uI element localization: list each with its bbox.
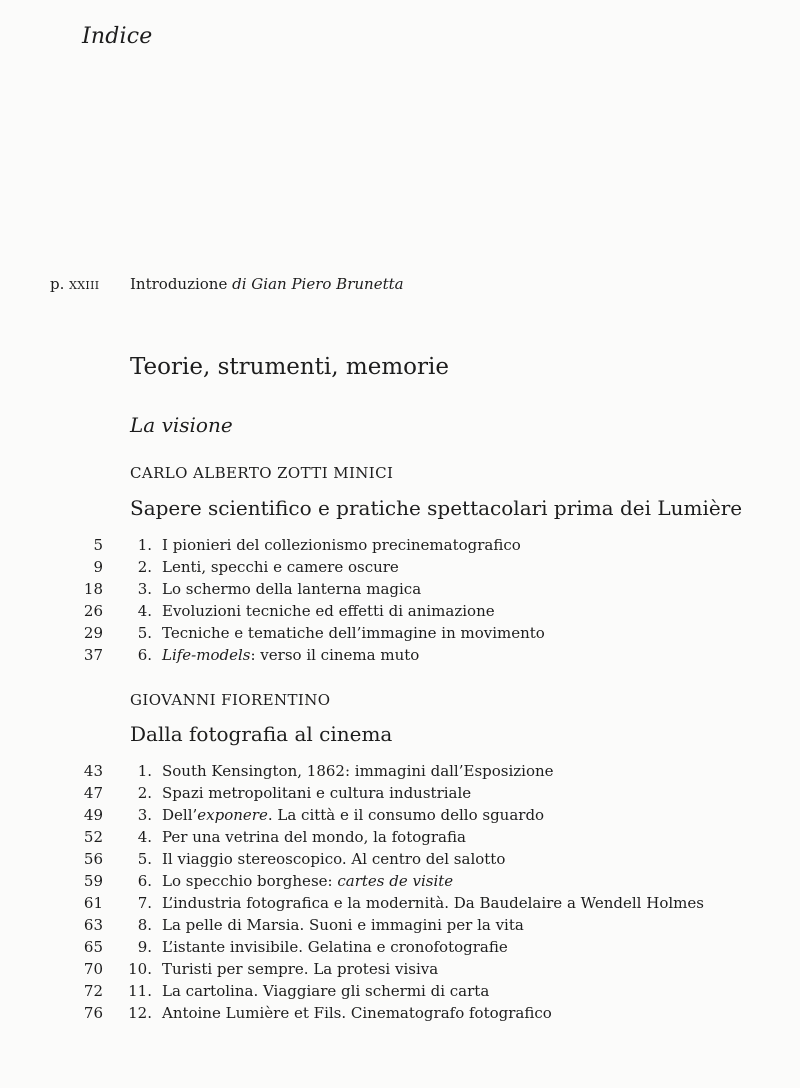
toc-chapter-label: Lenti, specchi e camere oscure [162, 558, 399, 576]
toc-row [0, 958, 800, 980]
toc-row [0, 804, 800, 826]
intro-label-author: di Gian Piero Brunetta [232, 275, 404, 293]
toc-row [0, 1002, 800, 1024]
intro-label-main: Introduzione [130, 275, 233, 293]
essay-author: CARLO ALBERTO ZOTTI MINICI [130, 464, 394, 482]
toc-chapter-label: La pelle di Marsia. Suoni e immagini per la vita [162, 916, 524, 934]
toc-chapter-number: 9. [137, 938, 152, 956]
toc-chapter-number: 6. [137, 646, 152, 664]
toc-chapter-number: 11. [128, 982, 152, 1000]
toc-row [0, 578, 800, 600]
toc-page-number: 37 [83, 646, 103, 664]
toc-label-italic: exponere [197, 806, 268, 824]
toc-page-number: 49 [83, 806, 103, 824]
toc-chapter-label: Lo schermo della lanterna magica [162, 580, 422, 598]
toc-label-italic: cartes de visite [337, 872, 454, 890]
toc-row [0, 914, 800, 936]
toc-row [0, 782, 800, 804]
toc-page-number: 52 [83, 828, 103, 846]
toc-row [0, 892, 800, 914]
toc-page-number: 59 [83, 872, 103, 890]
toc-row [0, 848, 800, 870]
section-title: La visione [130, 413, 233, 437]
toc-page-number: 47 [83, 784, 103, 802]
toc-chapter-number: 7. [137, 894, 152, 912]
toc-chapter-number: 4. [137, 828, 152, 846]
toc-page-number: 65 [83, 938, 103, 956]
toc-row [0, 760, 800, 782]
intro-page-number [50, 274, 99, 294]
toc-chapter-number: 10. [128, 960, 152, 978]
chapter-list [0, 534, 800, 666]
toc-label-rest: : verso il cinema muto [250, 646, 420, 664]
intro-label [130, 274, 404, 294]
toc-chapter-label [162, 804, 544, 826]
toc-chapter-number: 5. [137, 850, 152, 868]
toc-chapter-number: 2. [137, 784, 152, 802]
toc-chapter-label: Turisti per sempre. La protesi visiva [162, 960, 439, 978]
toc-label-rest: . La città e il consumo dello sguardo [267, 806, 545, 824]
toc-page-number: 76 [83, 1004, 103, 1022]
page-title: Indice [82, 24, 153, 49]
essay-title: Dalla fotografia al cinema [130, 722, 393, 746]
toc-label-italic: Life-models [162, 646, 251, 664]
toc-chapter-label [162, 870, 453, 892]
page-roman: xxiii [69, 275, 100, 293]
toc-chapter-number: 3. [137, 580, 152, 598]
toc-label-pre: Lo specchio borghese: [162, 872, 338, 890]
toc-chapter-number: 8. [137, 916, 152, 934]
toc-page-number: 26 [83, 602, 103, 620]
toc-row [0, 936, 800, 958]
toc-chapter-label: Spazi metropolitani e cultura industriale [162, 784, 472, 802]
toc-page-number: 61 [83, 894, 103, 912]
toc-chapter-number: 6. [137, 872, 152, 890]
toc-chapter-label: Per una vetrina del mondo, la fotografia [162, 828, 466, 846]
essay-title: Sapere scientifico e pratiche spettacolari prima dei Lumière [130, 496, 743, 520]
toc-page-number: 63 [83, 916, 103, 934]
toc-row [0, 534, 800, 556]
toc-chapter-label: L’industria fotografica e la modernità. Da Baudelaire a Wendell Holmes [162, 894, 704, 912]
toc-page-number: 9 [93, 558, 103, 576]
toc-chapter-label: Antoine Lumière et Fils. Cinematografo fotografico [162, 1004, 552, 1022]
toc-row [0, 644, 800, 666]
toc-row [0, 622, 800, 644]
toc-chapter-label: La cartolina. Viaggiare gli schermi di carta [162, 982, 490, 1000]
toc-chapter-number: 1. [137, 536, 152, 554]
toc-row [0, 600, 800, 622]
toc-chapter-number: 3. [137, 806, 152, 824]
toc-page-number: 72 [83, 982, 103, 1000]
toc-chapter-number: 4. [137, 602, 152, 620]
toc-chapter-label: L’istante invisibile. Gelatina e cronofotografie [162, 938, 508, 956]
toc-chapter-label: Tecniche e tematiche dell’immagine in movimento [162, 624, 545, 642]
toc-page-number: 70 [83, 960, 103, 978]
toc-row [0, 980, 800, 1002]
page-prefix: p. [50, 275, 65, 293]
toc-chapter-label: Evoluzioni tecniche ed effetti di animazione [162, 602, 495, 620]
toc-chapter-number: 12. [128, 1004, 152, 1022]
toc-label-pre: Dell’ [162, 806, 198, 824]
toc-page-number: 18 [83, 580, 103, 598]
chapter-list [0, 760, 800, 1024]
toc-chapter-label [162, 644, 419, 666]
toc-chapter-label: South Kensington, 1862: immagini dall’Esposizione [162, 762, 554, 780]
toc-row [0, 870, 800, 892]
toc-page-number: 43 [83, 762, 103, 780]
toc-chapter-number: 1. [137, 762, 152, 780]
part-title: Teorie, strumenti, memorie [130, 354, 449, 380]
toc-page-number: 5 [93, 536, 103, 554]
toc-row [0, 826, 800, 848]
toc-page-number: 29 [83, 624, 103, 642]
toc-row [0, 556, 800, 578]
toc-chapter-number: 2. [137, 558, 152, 576]
toc-chapter-label: Il viaggio stereoscopico. Al centro del salotto [162, 850, 506, 868]
toc-chapter-label: I pionieri del collezionismo precinematografico [162, 536, 521, 554]
toc-chapter-number: 5. [137, 624, 152, 642]
essay-author: GIOVANNI FIORENTINO [130, 691, 331, 709]
toc-page-number: 56 [83, 850, 103, 868]
